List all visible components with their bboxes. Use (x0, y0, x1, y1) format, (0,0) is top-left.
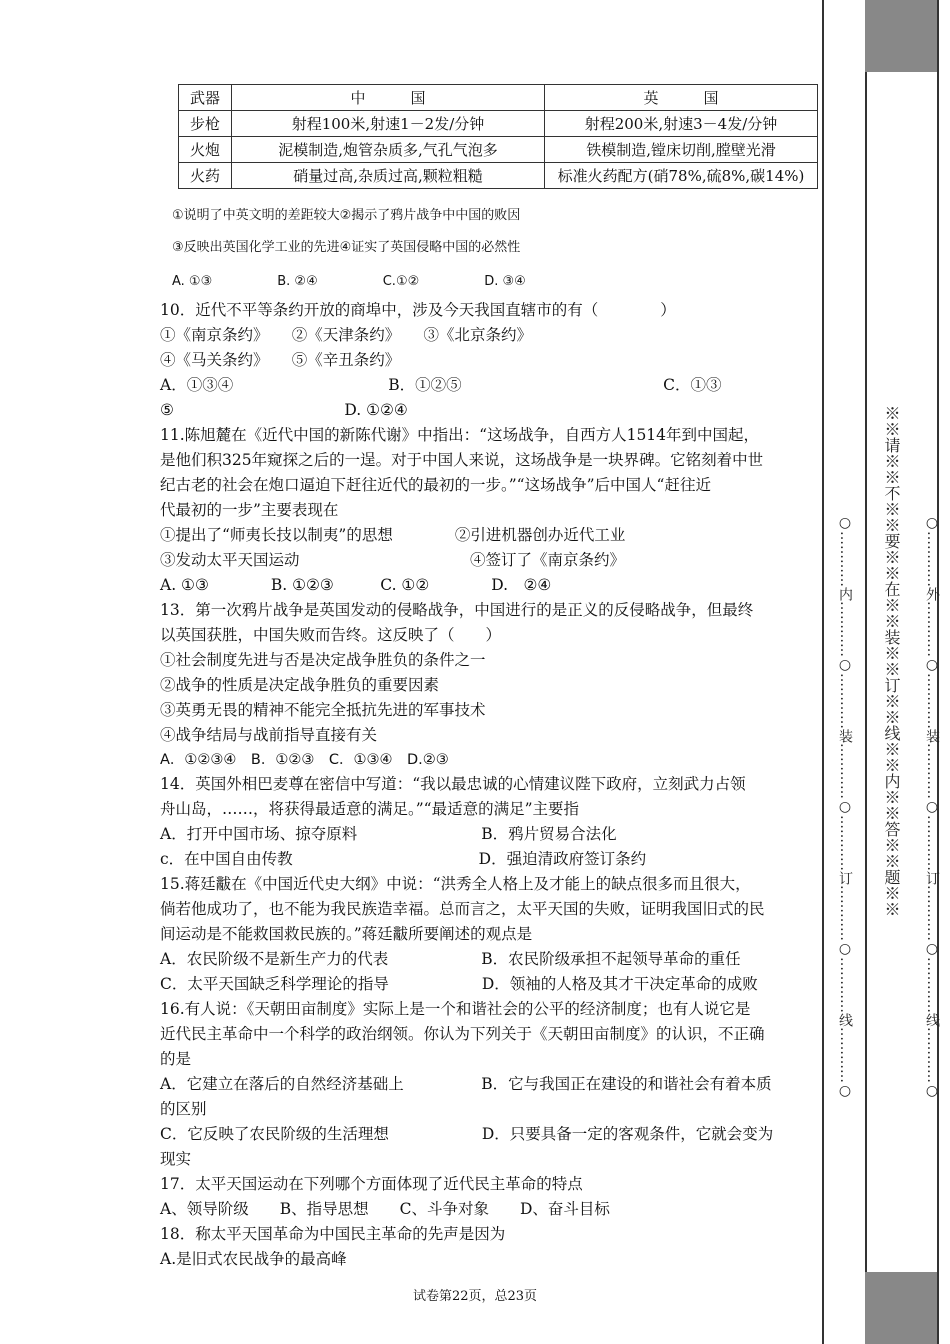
text-line: 代最初的一步”主要表现在 (160, 501, 339, 519)
text-line: A．①②③④ B．①②③ C．①③④ D.②③ (160, 752, 449, 768)
text-line: A．农民阶级不是新生产力的代表 B．农民阶级承担不起领导革命的重任 (160, 950, 741, 968)
text-line: 16.有人说：《天朝田亩制度》实际上是一个和谐社会的公平的经济制度；也有人说它是 (160, 1000, 751, 1018)
binding-warning: ※※请※※不※※要※※在※※装※※订※※线※※内※※答※※题※※ (882, 405, 901, 917)
table-cell: 英 国 (545, 85, 818, 111)
text-line: A. ①③ B. ①②③ C. ①② D. ②④ (160, 576, 552, 594)
text-line: ④战争结局与战前指导直接有关 (160, 726, 378, 744)
text-line: ④《马关条约》 ⑤《辛丑条约》 (160, 351, 401, 369)
text-line: C．太平天国缺乏科学理论的指导 D．领袖的人格及其才干决定革命的成败 (160, 975, 758, 993)
table-cell: 射程200米,射速3－4发/分钟 (545, 111, 818, 137)
text-line: ①提出了“师夷长技以制夷”的思想 ②引进机器创办近代工业 (160, 526, 626, 544)
text-line: 13．第一次鸦片战争是英国发动的侵略战争，中国进行的是正义的反侵略战争，但最终 (160, 601, 754, 619)
margin-divider (865, 0, 867, 1344)
table-cell: 步枪 (179, 111, 232, 137)
text-line: 的区别 (160, 1100, 207, 1118)
table-cell: 武器 (179, 85, 232, 111)
weapon-comparison-table (178, 84, 818, 189)
table-cell: 泥模制造,炮管杂质多,气孔气泡多 (232, 137, 545, 163)
text-line: ①《南京条约》 ②《天津条约》 ③《北京条约》 (160, 326, 533, 344)
text-line: 17．太平天国运动在下列哪个方面体现了近代民主革命的特点 (160, 1175, 583, 1193)
text-line: A．①③④ B．①②⑤ C．①③ (160, 376, 722, 394)
table-row (179, 137, 818, 163)
text-line: 11.陈旭麓在《近代中国的新陈代谢》中指出：“这场战争，自西方人1514年到中国起， (160, 426, 760, 444)
text-line: A．它建立在落后的自然经济基础上 B．它与我国正在建设的和谐社会有着本质 (160, 1075, 772, 1093)
text-line: 是他们积325年窥探之后的一逞。对于中国人来说，这场战争是一块界碑。它铭刻着中世 (160, 451, 764, 469)
table-row (179, 85, 818, 111)
margin-gray-block-top (865, 0, 937, 72)
text-line: A.是旧式农民战争的最高峰 (160, 1250, 347, 1268)
text-line: A．打开中国市场、掠夺原料 B．鸦片贸易合法化 (160, 825, 617, 843)
text-line: ①社会制度先进与否是决定战争胜负的条件之一 (160, 651, 486, 669)
table-cell: 铁模制造,镗床切削,膛壁光滑 (545, 137, 818, 163)
text-line: c．在中国自由传教 D．强迫清政府签订条约 (160, 850, 647, 868)
margin-divider (822, 0, 824, 1344)
text-line: 舟山岛，……，将获得最适意的满足。”“最适意的满足”主要指 (160, 800, 580, 818)
text-line: 的是 (160, 1050, 192, 1068)
table-cell: 射程100米,射速1－2发/分钟 (232, 111, 545, 137)
inner-seal-line: ○…………内…………○…………装…………○…………订…………○…………线…………○ (837, 515, 853, 1099)
text-line: ③发动太平天国运动 ④签订了《南京条约》 (160, 551, 626, 569)
text-line: 18．称太平天国革命为中国民主革命的先声是因为 (160, 1225, 506, 1243)
text-line: 14．英国外相巴麦尊在密信中写道：“我以最忠诚的心情建议陛下政府，立刻武力占领 (160, 775, 746, 793)
table-cell: 硝量过高,杂质过高,颗粒粗糙 (232, 163, 545, 189)
text-line: 15.蒋廷黻在《中国近代史大纲》中说：“洪秀全人格上及才能上的缺点很多而且很大， (160, 875, 751, 893)
text-line: ⑤ D. ①②④ (160, 401, 408, 419)
text-line: 10．近代不平等条约开放的商埠中，涉及今天我国直辖市的有（ ） (160, 301, 676, 319)
table-row (179, 111, 818, 137)
table-cell: 火炮 (179, 137, 232, 163)
table-cell: 火药 (179, 163, 232, 189)
table-cell: 标准火药配方(硝78%,硫8%,碳14%) (545, 163, 818, 189)
text-line: 近代民主革命中一个科学的政治纲领。你认为下列关于《天朝田亩制度》的认识，不正确 (160, 1025, 765, 1043)
table-row (179, 163, 818, 189)
text-line: 间运动是不能救国救民族的。”蒋廷黻所要阐述的观点是 (160, 925, 533, 943)
text-line: ③英勇无畏的精神不能完全抵抗先进的军事技术 (160, 701, 486, 719)
text-line: ③反映出英国化学工业的先进④证实了英国侵略中国的必然性 (172, 240, 521, 255)
text-line: A、领导阶级 B、指导思想 C、斗争对象 D、奋斗目标 (160, 1200, 610, 1218)
text-line: ①说明了中英文明的差距较大②揭示了鸦片战争中中国的败因 (172, 208, 521, 223)
text-line: A. ①③ B. ②④ C.①② D. ③④ (172, 274, 526, 289)
margin-gray-block-bottom (865, 1272, 937, 1344)
text-line: ②战争的性质是决定战争胜负的重要因素 (160, 676, 440, 694)
text-line: 纪古老的社会在炮口逼迫下赶往近代的最初的一步。”“这场战争”后中国人“赶往近 (160, 476, 711, 494)
text-line: 以英国获胜，中国失败而告终。这反映了（ ） (160, 626, 502, 644)
table-cell: 中 国 (232, 85, 545, 111)
text-line: 倘若他成功了，也不能为我民族造幸福。总而言之，太平天国的失败，证明我国旧式的民 (160, 900, 765, 918)
page-footer: 试卷第22页，总23页 (412, 1289, 538, 1304)
text-line: C．它反映了农民阶级的生活理想 D．只要具备一定的客观条件，它就会变为 (160, 1125, 774, 1143)
outer-seal-line: ○…………外…………○…………装…………○…………订…………○…………线…………○ (924, 515, 940, 1099)
text-line: 现实 (160, 1150, 192, 1168)
